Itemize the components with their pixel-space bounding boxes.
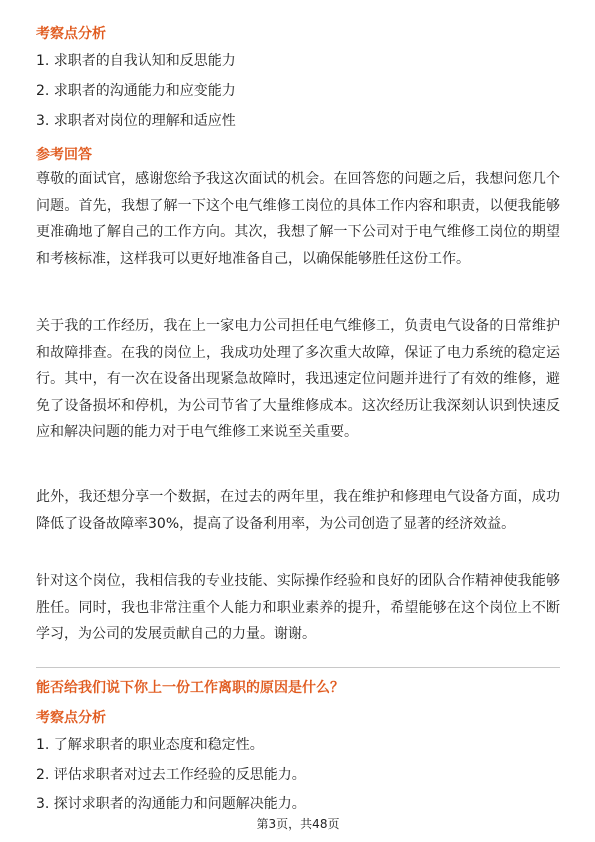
answer-paragraph-3: 此外，我还想分享一个数据，在过去的两年里，我在维护和修理电气设备方面，成功降低了设备故障率30%，提高了设备利用率，为公司创造了显著的经济效益。 [36, 489, 560, 532]
answer-paragraph-1: 尊敬的面试官，感谢您给予我这次面试的机会。在回答您的问题之后，我想问您几个问题。首先，我想了解一下这个电气维修工岗位的具体工作内容和职责，以便我能够更准确地了解自己的工作方向。其次，我想了解一下公司对于电气维修工岗位的期望和考核标准，这样我可以更好地准备自己，以确保能够胜任这份工作。 [36, 171, 560, 267]
answer-paragraph-4: 针对这个岗位，我相信我的专业技能、实际操作经验和良好的团队合作精神使我能够胜任。同时，我也非常注重个人能力和职业素养的提升，希望能够在这个岗位上不断学习，为公司的发展贡献自己的力量。谢谢。 [36, 573, 560, 642]
analysis-item-2: 2. 求职者的沟通能力和应变能力 [36, 83, 236, 99]
page-number: 第3页，共48页 [256, 817, 340, 831]
analysis-heading-2: 考察点分析 [36, 710, 106, 726]
analysis-item-2-1: 1. 了解求职者的职业态度和稳定性。 [36, 737, 264, 753]
answer-heading: 参考回答 [36, 147, 92, 163]
analysis-item-1: 1. 求职者的自我认知和反思能力 [36, 53, 236, 69]
analysis-item-2-3: 3. 探讨求职者的沟通能力和问题解决能力。 [36, 796, 306, 812]
answer-paragraph-2: 关于我的工作经历，我在上一家电力公司担任电气维修工，负责电气设备的日常维护和故障排查。在我的岗位上，我成功处理了多次重大故障，保证了电力系统的稳定运行。其中，有一次在设备出现紧急故障时，我迅速定位问题并进行了有效的维修，避免了设备损坏和停机，为公司节省了大量维修成本。这次经历让我深刻认识到快速反应和解决问题的能力对于电气维修工来说至关重要。 [36, 318, 560, 440]
question-title: 能否给我们说下你上一份工作离职的原因是什么？ [36, 680, 344, 696]
section-divider [36, 667, 560, 668]
analysis-heading: 考察点分析 [36, 26, 106, 42]
analysis-item-3: 3. 求职者对岗位的理解和适应性 [36, 113, 236, 129]
analysis-item-2-2: 2. 评估求职者对过去工作经验的反思能力。 [36, 767, 306, 783]
